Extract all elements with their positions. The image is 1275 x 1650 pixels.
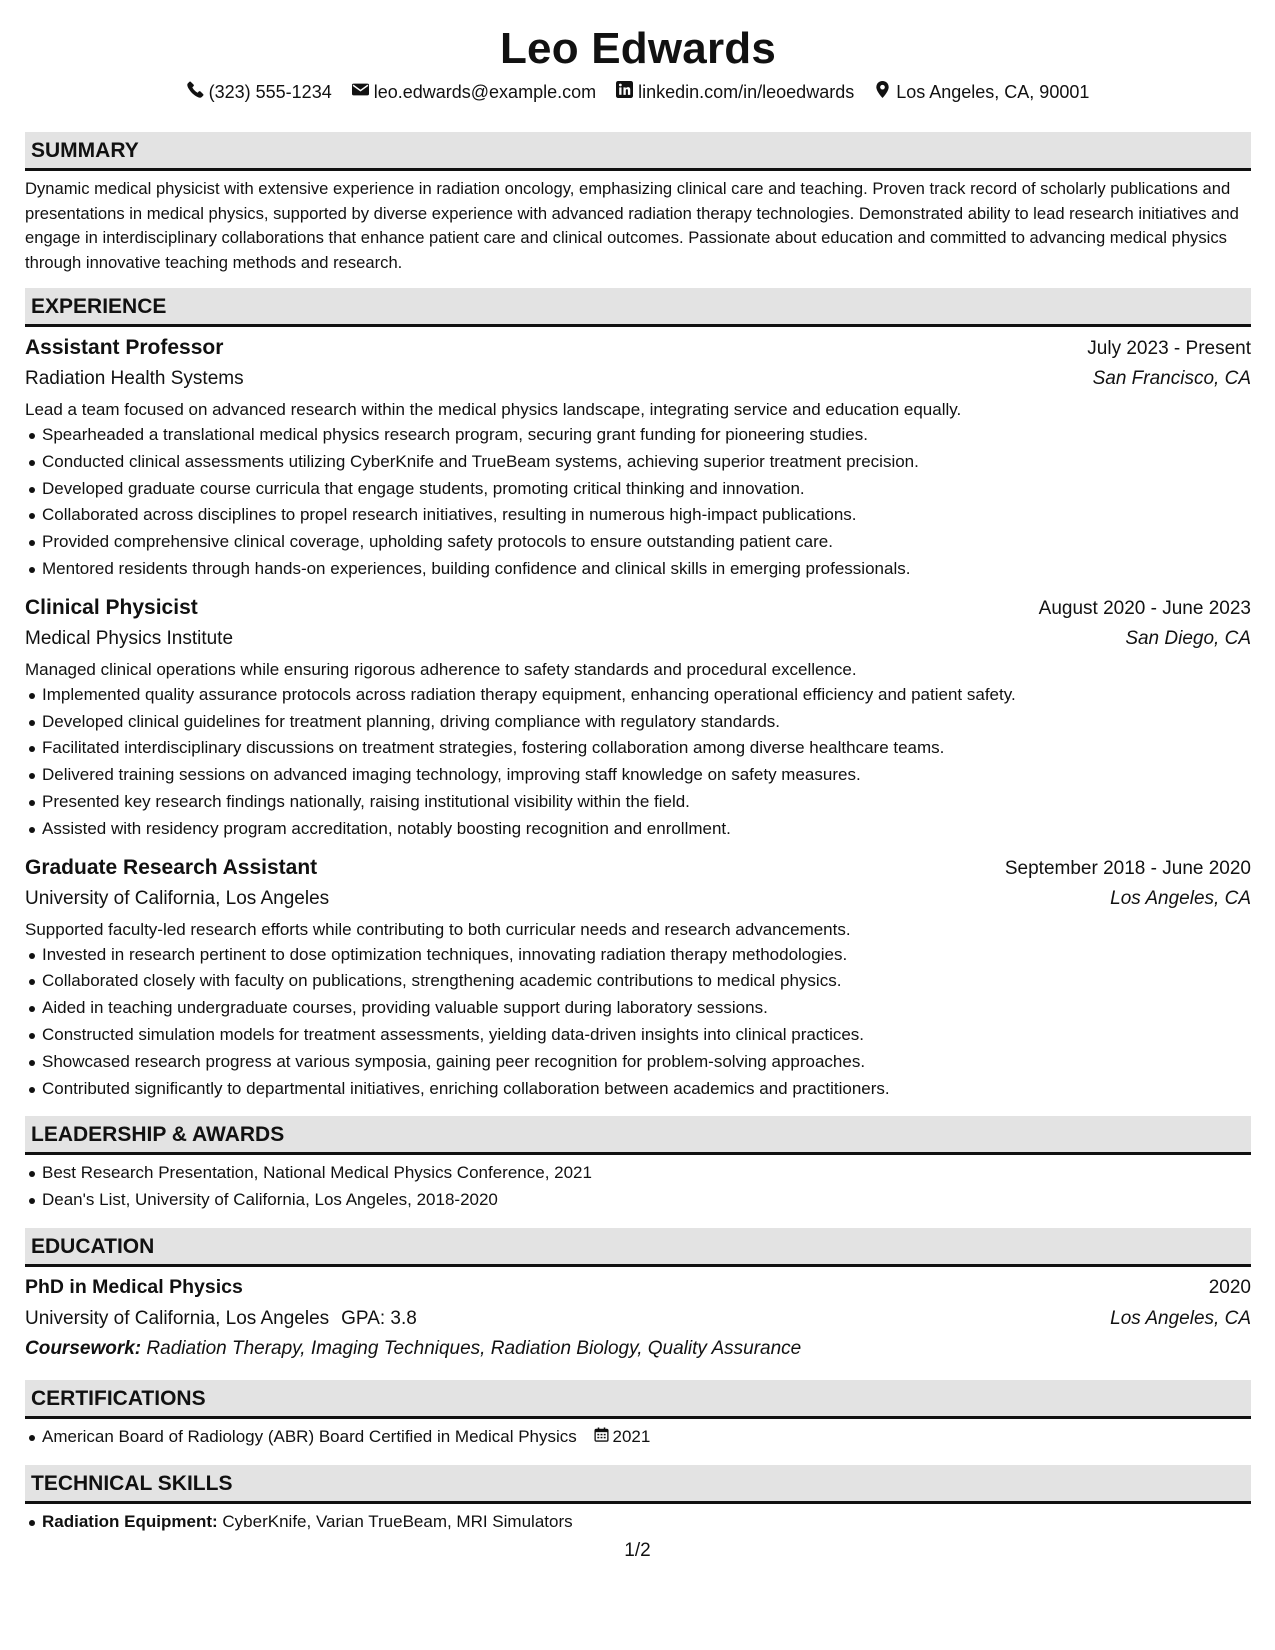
job-header-row xyxy=(25,332,1251,363)
list-item xyxy=(42,1424,1251,1451)
certifications-list xyxy=(25,1424,1251,1451)
job-dates: July 2023 - Present xyxy=(1087,338,1251,359)
list-item: Spearheaded a translational medical physics research program, securing grant funding for pioneering studies. xyxy=(42,422,1251,449)
job-location: San Francisco, CA xyxy=(1092,368,1251,389)
list-item: Facilitated interdisciplinary discussions on treatment strategies, fostering collaboration among diverse healthcare teams. xyxy=(42,735,1251,762)
certification-date xyxy=(594,1424,651,1451)
list-item: Developed graduate course curricula that engage students, promoting critical thinking and innovation. xyxy=(42,476,1251,503)
job-company-row xyxy=(25,623,1251,654)
candidate-name: Leo Edwards xyxy=(499,24,777,73)
list-item: Delivered training sessions on advanced imaging technology, improving staff knowledge on safety measures. xyxy=(42,762,1251,789)
education-header-row xyxy=(25,1272,1251,1303)
job-header-row xyxy=(25,852,1251,883)
list-item: Invested in research pertinent to dose optimization techniques, innovating radiation therapy methodologies. xyxy=(42,942,1251,969)
list-item: Developed clinical guidelines for treatment planning, driving compliance with regulatory standards. xyxy=(42,709,1251,736)
job-title: Clinical Physicist xyxy=(25,595,198,619)
email-link[interactable]: leo.edwards@example.com xyxy=(373,82,597,102)
list-item: Showcased research progress at various symposia, gaining peer recognition for problem-solving approaches. xyxy=(42,1049,1251,1076)
coursework xyxy=(25,1334,1251,1364)
page-number: 1/2 xyxy=(624,1540,651,1561)
job-company: Medical Physics Institute xyxy=(25,627,234,649)
job-location: San Diego, CA xyxy=(1125,627,1251,649)
school-line xyxy=(25,1303,417,1334)
certification-name: American Board of Radiology (ABR) Board Certified in Medical Physics xyxy=(42,1426,577,1446)
list-item: Conducted clinical assessments utilizing CyberKnife and TrueBeam systems, achieving superior treatment precision. xyxy=(42,449,1251,476)
list-item: Collaborated closely with faculty on publications, strengthening academic contributions to medical physics. xyxy=(42,968,1251,995)
contact-email[interactable] xyxy=(352,78,596,106)
job-description: Supported faculty-led research efforts while contributing to both curricular needs and research advancements. xyxy=(25,919,851,939)
list-item: Assisted with residency program accreditation, notably boosting recognition and enrollment. xyxy=(42,816,1251,843)
gpa: GPA: 3.8 xyxy=(341,1307,417,1329)
job-dates: August 2020 - June 2023 xyxy=(1038,597,1251,619)
job-entry xyxy=(25,852,1251,1103)
list-item: Constructed simulation models for treatment assessments, yielding data-driven insights into clinical practices. xyxy=(42,1022,1251,1049)
job-entry xyxy=(25,592,1251,843)
job-title: Graduate Research Assistant xyxy=(25,855,318,879)
phone-icon xyxy=(187,78,204,106)
list-item: Aided in teaching undergraduate courses, providing valuable support during laboratory sessions. xyxy=(42,995,1251,1022)
coursework-label: Coursework: xyxy=(25,1337,142,1359)
job-dates: September 2018 - June 2020 xyxy=(1004,857,1251,879)
job-description: Lead a team focused on advanced research within the medical physics landscape, integrating service and education equally. xyxy=(25,400,962,419)
skills-list xyxy=(25,1509,1251,1536)
envelope-icon xyxy=(352,78,369,106)
map-pin-icon xyxy=(874,78,891,106)
certification-year: 2021 xyxy=(612,1426,651,1446)
leadership-list xyxy=(25,1160,1251,1214)
education-heading: EDUCATION xyxy=(25,1228,1251,1267)
graduation-year: 2020 xyxy=(1208,1276,1251,1298)
skill-values: CyberKnife, Varian TrueBeam, MRI Simulators xyxy=(222,1511,573,1531)
school-location: Los Angeles, CA xyxy=(1110,1307,1251,1329)
list-item: Best Research Presentation, National Medical Physics Conference, 2021 xyxy=(42,1160,1251,1187)
contact-location xyxy=(874,78,1089,106)
list-item xyxy=(42,1509,1251,1536)
degree: PhD in Medical Physics xyxy=(25,1275,243,1298)
list-item: Implemented quality assurance protocols across radiation therapy equipment, enhancing operational efficiency and patient safety. xyxy=(42,682,1251,709)
summary-heading: SUMMARY xyxy=(25,132,1251,171)
job-location: Los Angeles, CA xyxy=(1110,887,1251,909)
skill-category: Radiation Equipment: xyxy=(42,1511,218,1531)
phone-text: (323) 555-1234 xyxy=(208,82,332,102)
job-header-row xyxy=(25,592,1251,623)
summary-text: Dynamic medical physicist with extensive experience in radiation oncology, emphasizing clinical care and teaching. Proven track record of scholarly publications and presentations in medical physics, supported by diverse experience with advanced radiation therapy technologies. Demonstrated ability to lead research initiatives and engage in interdisciplinary collaborations that enhance patient care and clinical outcomes. Passionate about education and committed to advancing medical physics through innovative teaching methods and research. xyxy=(25,179,1239,272)
job-bullets xyxy=(25,422,1251,583)
list-item: Dean's List, University of California, Los Angeles, 2018-2020 xyxy=(42,1187,1251,1214)
list-item: Provided comprehensive clinical coverage, upholding safety protocols to ensure outstanding patient care. xyxy=(42,529,1251,556)
contact-phone xyxy=(187,78,332,106)
experience-heading: EXPERIENCE xyxy=(25,288,1251,327)
job-description: Managed clinical operations while ensuring rigorous adherence to safety standards and procedural excellence. xyxy=(25,659,857,679)
calendar-icon xyxy=(594,1424,609,1451)
job-bullets xyxy=(25,682,1251,843)
list-item: Presented key research findings nationally, raising institutional visibility within the field. xyxy=(42,789,1251,816)
job-title: Assistant Professor xyxy=(25,336,224,359)
resume-page xyxy=(25,0,1251,1536)
job-entry xyxy=(25,332,1251,583)
coursework-list: Radiation Therapy, Imaging Techniques, Radiation Biology, Quality Assurance xyxy=(146,1337,802,1359)
education-school-row xyxy=(25,1303,1251,1334)
contact-linkedin[interactable] xyxy=(616,78,854,106)
job-company: University of California, Los Angeles xyxy=(25,887,330,909)
certifications-heading: CERTIFICATIONS xyxy=(25,1380,1251,1419)
contact-bar xyxy=(25,78,1251,106)
job-company: Radiation Health Systems xyxy=(25,368,244,389)
technical-skills-heading: TECHNICAL SKILLS xyxy=(25,1465,1251,1504)
leadership-heading: LEADERSHIP & AWARDS xyxy=(25,1116,1251,1155)
job-bullets xyxy=(25,942,1251,1103)
linkedin-link[interactable]: linkedin.com/in/leoedwards xyxy=(638,82,855,102)
job-company-row xyxy=(25,363,1251,394)
education-entry xyxy=(25,1272,1251,1364)
job-company-row xyxy=(25,883,1251,914)
school-name: University of California, Los Angeles xyxy=(25,1307,330,1329)
linkedin-icon xyxy=(616,78,633,106)
list-item: Contributed significantly to departmental initiatives, enriching collaboration between academics and practitioners. xyxy=(42,1076,1251,1103)
list-item: Collaborated across disciplines to propel research initiatives, resulting in numerous high-impact publications. xyxy=(42,502,1251,529)
list-item: Mentored residents through hands-on experiences, building confidence and clinical skills in emerging professionals. xyxy=(42,556,1251,583)
location-text: Los Angeles, CA, 90001 xyxy=(896,82,1090,102)
